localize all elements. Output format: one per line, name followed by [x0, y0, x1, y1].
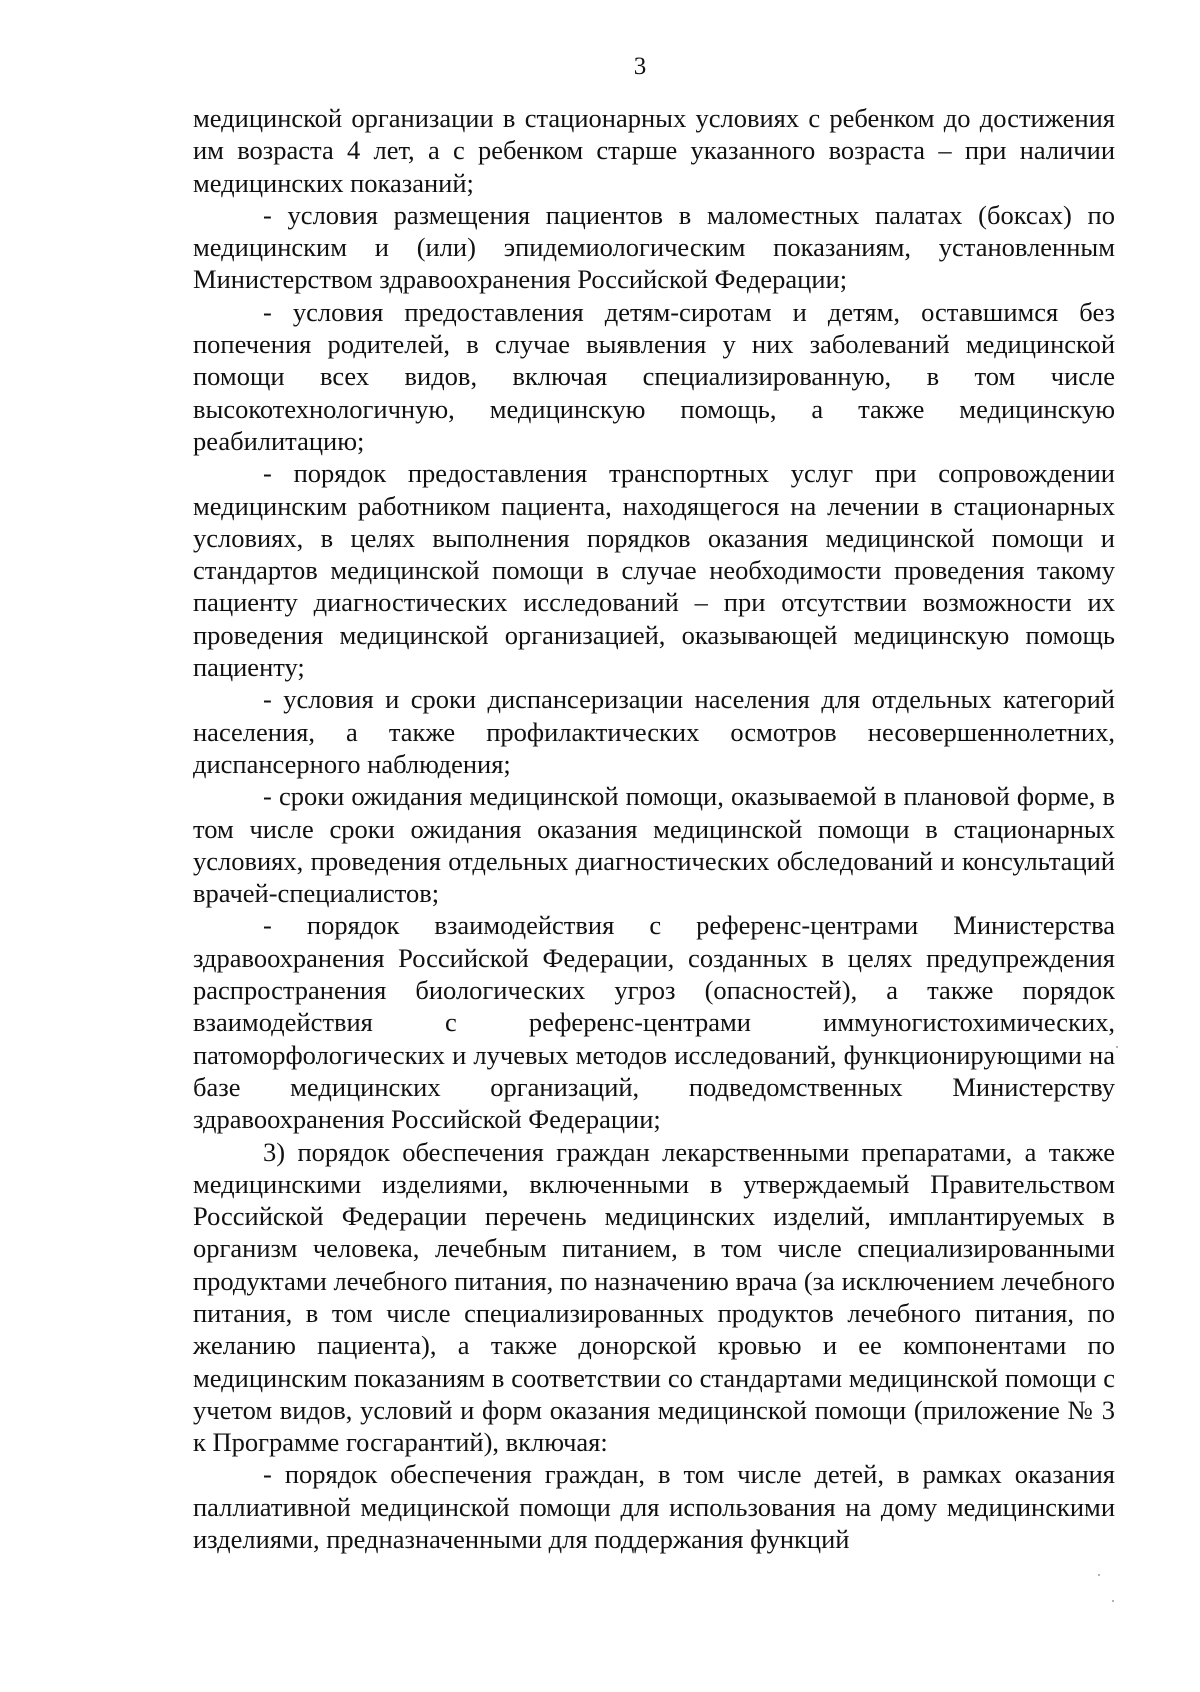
paragraph: - порядок предоставления транспортных услуг при сопровождении медицинским работником пациента, находящегося на лечении в стационарных условиях, в целях выполнения порядков оказания медицинской помощи и стандартов медицинской помощи в случае необходимости проведения такому пациенту диагностических исследований – при отсутствии возможности их проведения медицинской организацией, оказывающей медицинскую помощь пациенту;	[193, 458, 1115, 683]
paragraph: медицинской организации в стационарных условиях с ребенком до достижения им возраста 4 лет, а с ребенком старше указанного возраста – при наличии медицинских показаний;	[193, 103, 1115, 198]
scan-speck	[1112, 1600, 1114, 1602]
scan-speck	[1116, 1046, 1118, 1048]
paragraph: - условия размещения пациентов в маломестных палатах (боксах) по медицинским и (или) эпидемиологическим показаниям, установленным Министерством здравоохранения Российской Федерации;	[193, 199, 1115, 295]
paragraph: 3) порядок обеспечения граждан лекарственными препаратами, а также медицинскими изделиями, включенными в утверждаемый Правительством Российской Федерации перечень медицинских изделий, имплантируемых в организм человека, лечебным питанием, в том числе специализированными продуктами лечебного питания, по назначению врача (за исключением лечебного питания, в том числе специализированных продуктов лечебного питания, по желанию пациента), а также донорской кровью и ее компонентами по медицинским показаниям в соответствии со стандартами медицинской помощи с учетом видов, условий и форм оказания медицинской помощи (приложение № 3 к Программе госгарантий), включая:	[193, 1136, 1115, 1458]
paragraph: - условия предоставления детям-сиротам и детям, оставшимся без попечения родителей, в случае выявления у них заболеваний медицинской помощи всех видов, включая специализированную, в том числе высокотехнологичную, медицинскую помощь, а также медицинскую реабилитацию;	[193, 296, 1115, 456]
paragraph: - условия и сроки диспансеризации населения для отдельных категорий населения, а также профилактических осмотров несовершеннолетних, диспансерного наблюдения;	[193, 684, 1115, 779]
scan-speck	[1098, 1574, 1100, 1576]
page-number: 3	[633, 53, 647, 80]
paragraph: - сроки ожидания медицинской помощи, оказываемой в плановой форме, в том числе сроки ожидания оказания медицинской помощи в стационарных условиях, проведения отдельных диагностических обследований и консультаций врачей-специалистов;	[193, 781, 1115, 909]
paragraph: - порядок взаимодействия с референс-центрами Министерства здравоохранения Российской Федерации, созданных в целях предупреждения распространения биологических угроз (опасностей), а также порядок взаимодействия с референс-центрами иммуногистохимических, патоморфологических и лучевых методов исследований, функционирующими на базе медицинских организаций, подведомственных Министерству здравоохранения Российской Федерации;	[193, 910, 1115, 1135]
document-body	[193, 102, 1115, 1555]
paragraph: - порядок обеспечения граждан, в том числе детей, в рамках оказания паллиативной медицинской помощи для использования на дому медицинскими изделиями, предназначенными для поддержания функций	[193, 1459, 1115, 1555]
